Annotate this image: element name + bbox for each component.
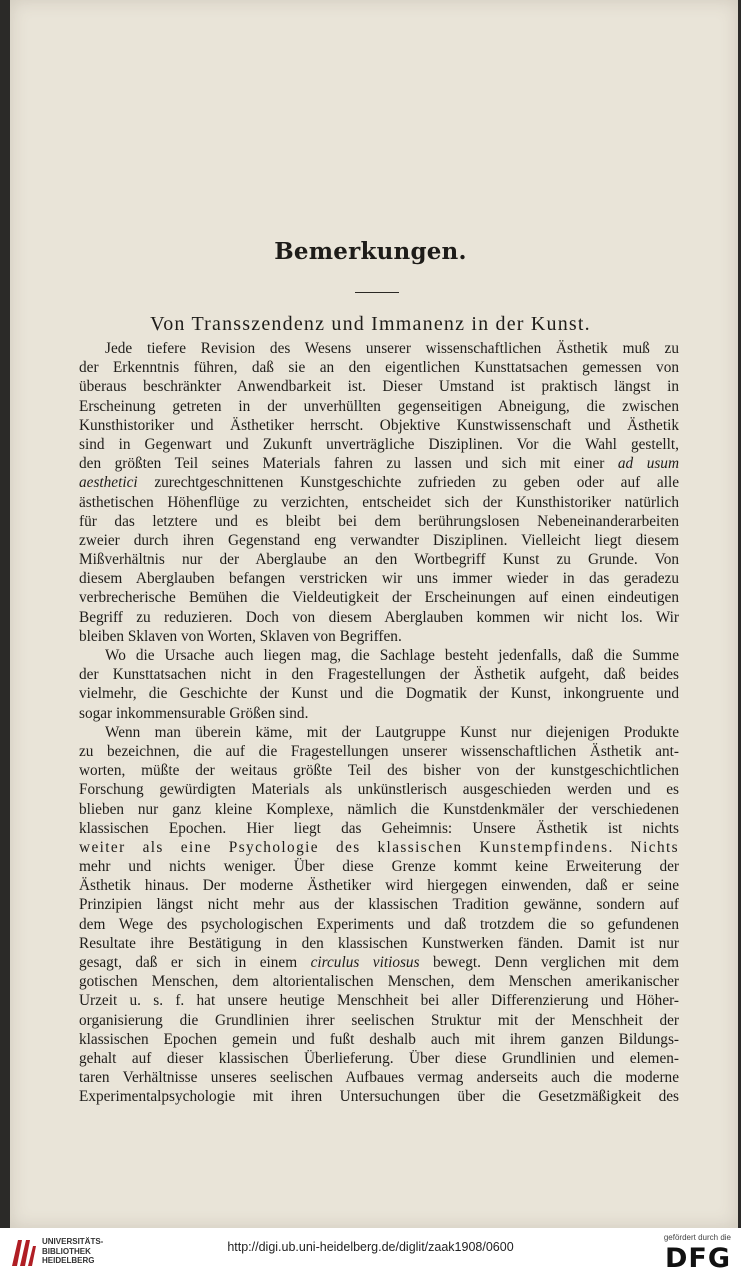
text-line: für das letztere und es bleibt bei dem berührungslosen Nebeneinanderarbeiten: [79, 512, 679, 530]
text-line: Urzeit u. s. f. hat unsere heutige Menschheit bei aller Differenzierung und Höher-: [79, 992, 679, 1010]
text-line: ästhetischen Höhenflüge zu verzichten, entscheidet sich der Kunsthistoriker natürlich: [79, 493, 679, 511]
text-line: gehalt auf dieser klassischen Überlieferung. Über diese Grundlinien und elemen-: [79, 1049, 679, 1067]
text-line: taren Verhältnisse unseres seelischen Aufbaues vermag anderseits auch die moderne: [79, 1069, 679, 1087]
text-line: organisierung die Grundlinien ihrer seelischen Struktur mit der Menschheit der: [79, 1011, 679, 1029]
text-line: sind in Gegenwart und Zukunft unverträgliche Disziplinen. Vor die Wahl gestellt,: [79, 435, 679, 453]
viewer-footer: [0, 1228, 741, 1280]
text-line: Resultate ihre Bestätigung in den klassischen Kunstwerken fänden. Damit ist nur: [79, 934, 679, 952]
text-line: Begriff zu reduzieren. Doch von diesem Aberglauben kommen wir nicht los. Wir: [79, 608, 679, 626]
text-line: mehr und nichts weniger. Über diese Grenze kommt keine Erweiterung der: [79, 858, 679, 876]
dfg-logo: DFG: [664, 1243, 731, 1274]
text-line: der Erkenntnis führen, daß sie an den eigentlichen Kunsttatsachen gemessen von: [79, 359, 679, 377]
text-line: weiter als eine Psychologie des klassischen Kunstempfindens. Nichts: [79, 838, 679, 856]
text-line: Experimentalpsychologie mit ihren Untersuchungen über die Gesetzmäßigkeit des: [79, 1088, 679, 1106]
text-line: Wenn man überein käme, mit der Lautgruppe Kunst nur diejenigen Produkte: [105, 723, 679, 741]
text-line: Forschung gewürdigten Materials als unkünstlerisch ausgeschieden werden und es: [79, 781, 679, 799]
text-line: sogar inkommensurable Größen sind.: [79, 704, 309, 722]
text-line: Mißverhältnis nur der Aberglaube an den Wortbegriff Kunst zu Grunde. Von: [79, 551, 679, 569]
text-line: der Kunsttatsachen nicht in den Fragestellungen der Ästhetik aufgeht, daß beides: [79, 666, 679, 684]
text-line: zu bezeichnen, die auf die Fragestellungen unserer wissenschaftlichen Ästhetik ant-: [79, 742, 679, 760]
text-line: Jede tiefere Revision des Wesens unserer wissenschaftlichen Ästhetik muß zu: [105, 340, 679, 357]
text-line: verbrecherische Bemühen die Vieldeutigkeit der Erscheinungen auf einen eindeutigen: [79, 589, 679, 607]
funded-by-label: gefördert durch die: [663, 1233, 731, 1242]
text-line: gesagt, daß er sich in einem circulus vitiosus bewegt. Denn verglichen mit dem: [79, 954, 680, 971]
text-line: worten, müßte der weitaus größte Teil des bisher von der kunstgeschichtlichen: [79, 762, 679, 780]
library-name: UNIVERSITÄTS- BIBLIOTHEK HEIDELBERG: [42, 1237, 104, 1265]
text-line: Erscheinung getreten in der unverhüllten gegenseitigen Abneigung, die zwischen: [79, 397, 679, 415]
text-line: gotischen Menschen, dem altorientalischen Menschen, dem Menschen amerikanischer: [79, 973, 679, 991]
text-line: Ästhetik hinaus. Der moderne Ästhetiker wird hiergegen einwenden, daß er seine: [79, 877, 679, 895]
page-url-link[interactable]: http://digi.ub.uni-heidelberg.de/diglit/zaak1908/0600: [227, 1240, 514, 1254]
section-heading: Bemerkungen.: [274, 238, 467, 265]
text-line: klassischen Epochen. Hier liegt das Geheimnis: Unsere Ästhetik ist nichts: [79, 819, 679, 837]
text-line: dem Wege des psychologischen Experiments und daß trotzdem die so gefundenen: [79, 915, 679, 933]
body-text: [79, 339, 679, 1107]
article-title: Von Transszendenz und Immanenz in der Kunst.: [150, 313, 591, 335]
text-line: Kunsthistoriker und Ästhetiker herrscht. Objektive Kunstwissenschaft und Ästhetik: [79, 416, 679, 434]
text-line: vielmehr, die Geschichte der Kunst und die Dogmatik der Kunst, inkongruente und: [79, 685, 679, 703]
text-line: zweier durch ihren Gegenstand eng verwandter Disziplinen. Vielleicht liegt diesem: [79, 531, 679, 549]
text-line: den größten Teil seines Materials fahren zu lassen und sich mit einer ad usum: [79, 455, 679, 473]
text-line: überaus beschränkter Anwendbarkeit ist. Dieser Umstand ist praktisch längst in: [79, 378, 679, 396]
text-line: Wo die Ursache auch liegen mag, die Sachlage besteht jedenfalls, daß die Summe: [105, 647, 679, 664]
text-line: aesthetici zurechtgeschnittenen Kunstgeschichte zufrieden zu geben oder auf alle: [79, 474, 679, 492]
text-line: blieben nur ganz kleine Komplexe, nämlich die Kunstdenkmäler der verschiedenen: [79, 800, 679, 818]
text-line: diesem Aberglauben befangen verstricken wir uns immer wieder in das geradezu: [79, 570, 679, 588]
text-line: Prinzipien längst nicht mehr aus der klassischen Tradition gewänne, sondern auf: [79, 896, 679, 914]
heading-rule: [355, 292, 399, 293]
text-line: klassischen Epochen gemein und fußt deshalb auch mit ihrem ganzen Bildungs-: [79, 1030, 679, 1048]
text-line: bleiben Sklaven von Worten, Sklaven von Begriffen.: [79, 627, 402, 645]
